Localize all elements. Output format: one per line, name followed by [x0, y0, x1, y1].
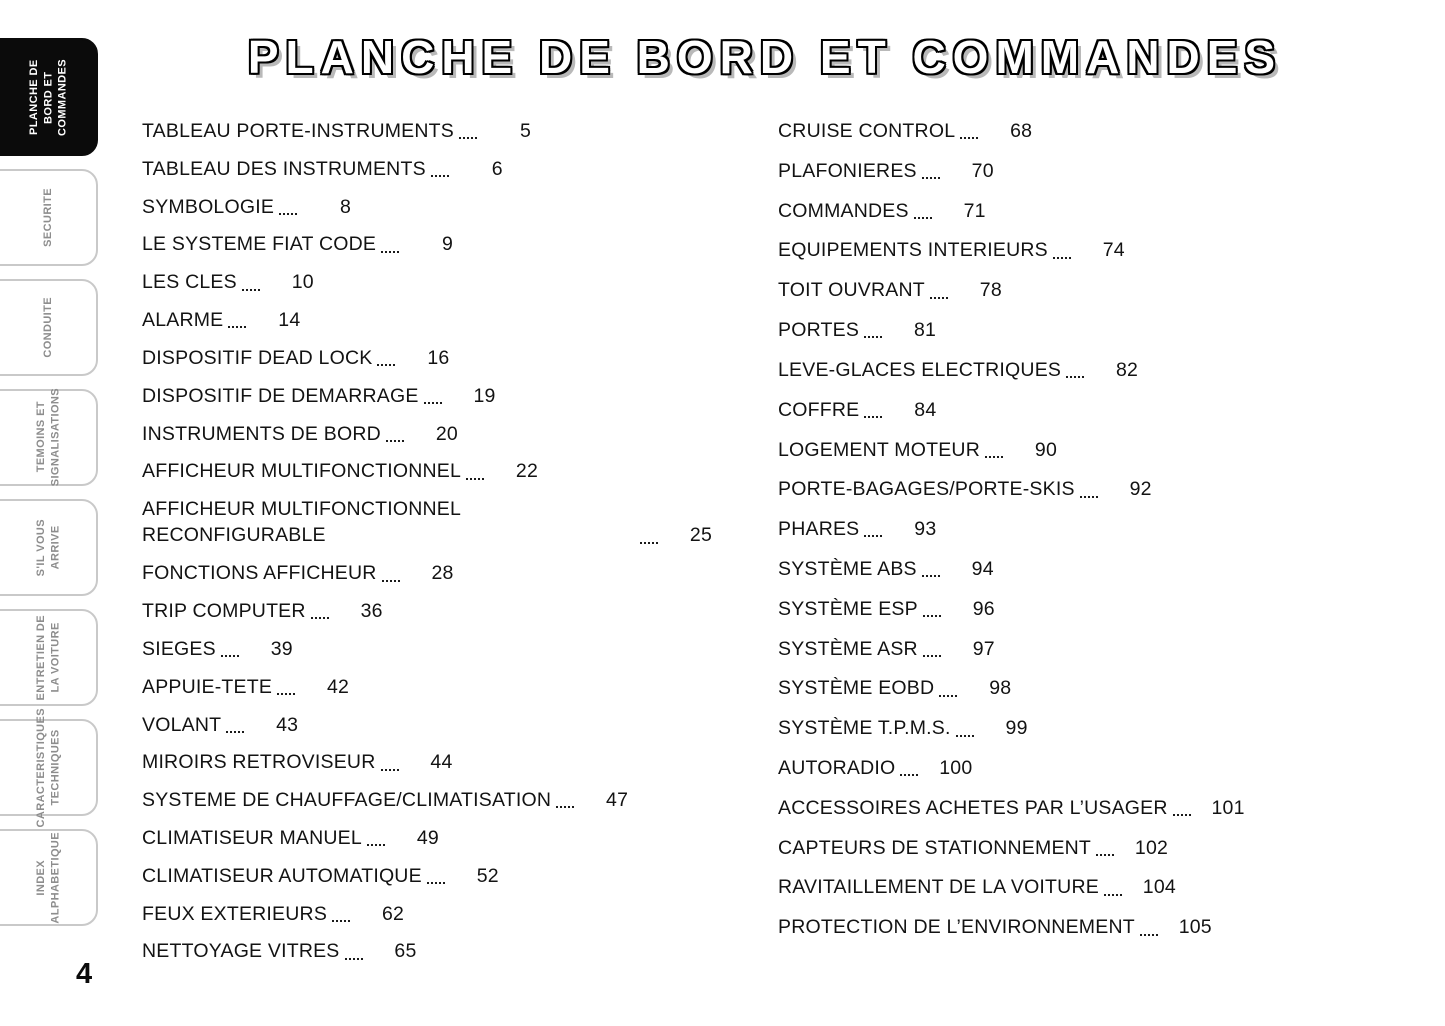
toc-entry[interactable]: [142, 383, 712, 409]
toc-entry-label: AUTORADIO: [778, 757, 896, 779]
toc-entry-page: 90: [1034, 438, 1057, 461]
toc-entry[interactable]: [142, 863, 712, 889]
toc-entry-label: APPUIE-TETE: [142, 675, 273, 698]
toc-entry-page: 105: [1178, 916, 1212, 939]
toc-entry[interactable]: [142, 496, 712, 549]
dot-leader: [427, 882, 445, 884]
toc-entry-page: 42: [326, 675, 350, 698]
toc-entry[interactable]: [778, 357, 1353, 383]
dot-leader: [386, 440, 404, 442]
toc-entry-page: 97: [972, 637, 995, 660]
toc-entry-page: 44: [430, 751, 453, 774]
toc-entry-page: 36: [360, 600, 383, 623]
toc-column-left: [142, 118, 712, 976]
toc-entry-label: LEVE-GLACES ELECTRIQUES: [778, 358, 1062, 381]
toc-entry-label: TABLEAU PORTE-INSTRUMENTS: [142, 120, 454, 142]
toc-entry-label: MIROIRS RETROVISEUR: [142, 751, 376, 774]
toc-entry-label: TABLEAU DES INSTRUMENTS: [142, 157, 426, 180]
dot-leader: [382, 580, 400, 582]
toc-entry-label: LOGEMENT MOTEUR: [778, 438, 980, 461]
section-tab-label: S'IL VOUS ARRIVE: [34, 518, 61, 577]
dot-leader: [459, 137, 477, 139]
toc-entry-label: DISPOSITIF DEAD LOCK: [142, 346, 373, 369]
toc-entry-label: SYSTÈME ASR: [778, 637, 918, 660]
toc-entry-label: NETTOYAGE VITRES: [142, 940, 340, 963]
toc-entry-label: RAVITAILLEMENT DE LA VOITURE: [778, 876, 1099, 899]
dot-leader: [864, 416, 882, 418]
toc-entry-page: 99: [1005, 717, 1028, 740]
dot-leader: [377, 364, 395, 366]
toc-entry-label: DISPOSITIF DE DEMARRAGE: [142, 384, 419, 407]
table-of-contents: [142, 118, 1357, 976]
toc-entry-label: ALARME: [142, 309, 224, 332]
toc-entry[interactable]: [778, 476, 1353, 502]
section-tab[interactable]: [0, 707, 98, 828]
dot-leader: [956, 735, 974, 737]
toc-entry-page: 65: [394, 940, 417, 963]
toc-entry[interactable]: [778, 198, 1353, 224]
toc-entry[interactable]: [778, 397, 1353, 423]
toc-entry[interactable]: [778, 835, 1353, 861]
toc-entry-page: 6: [491, 157, 503, 180]
toc-entry-page: 100: [939, 757, 973, 779]
toc-entry[interactable]: [778, 596, 1353, 622]
page-number: 4: [76, 958, 93, 990]
toc-entry-page: 82: [1116, 358, 1139, 381]
toc-entry-page: 96: [972, 597, 995, 620]
toc-entry-label: COFFRE: [778, 398, 860, 421]
section-tab[interactable]: [0, 499, 98, 596]
dot-leader: [930, 297, 948, 299]
dot-leader: [228, 326, 246, 328]
toc-entry[interactable]: [142, 787, 712, 813]
dot-leader: [864, 535, 882, 537]
dot-leader: [914, 217, 932, 219]
toc-entry-label: CLIMATISEUR AUTOMATIQUE: [142, 864, 422, 887]
section-tab[interactable]: [0, 38, 98, 156]
toc-entry[interactable]: [778, 795, 1353, 821]
toc-entry-label: PORTE-BAGAGES/PORTE-SKIS: [778, 478, 1075, 501]
toc-entry[interactable]: [142, 636, 712, 662]
toc-entry[interactable]: [142, 345, 712, 371]
chapter-title: PLANCHE DE BORD ET COMMANDES: [247, 31, 1283, 83]
toc-entry-page: 81: [913, 319, 937, 342]
toc-column-right: [778, 118, 1353, 976]
toc-entry-label: AFFICHEUR MULTIFONCTIONNEL: [142, 460, 462, 483]
dot-leader: [279, 213, 297, 215]
toc-entry-label: PORTES: [778, 319, 860, 342]
toc-entry-page: 102: [1134, 836, 1169, 859]
toc-entry-label: AFFICHEUR MULTIFONCTIONNEL RECONFIGURABLE: [142, 498, 461, 547]
dot-leader: [900, 774, 918, 776]
toc-entry[interactable]: [142, 938, 712, 964]
toc-entry-label: PROTECTION DE L’ENVIRONNEMENT: [778, 916, 1135, 939]
section-tab[interactable]: [0, 609, 98, 706]
toc-entry-label: SYSTÈME ESP: [778, 597, 918, 620]
toc-entry-page: 25: [689, 524, 712, 547]
toc-entry-label: FEUX EXTERIEURS: [142, 902, 328, 925]
section-tab-sidebar: [0, 38, 120, 926]
section-tab-label: INDEX ALPHABETIQUE: [34, 831, 61, 924]
toc-entry-label: CLIMATISEUR MANUEL: [142, 826, 362, 849]
toc-entry-label: ACCESSOIRES ACHETES PAR L’USAGER: [778, 796, 1168, 819]
toc-entry[interactable]: [142, 598, 712, 624]
toc-entry-page: 8: [340, 195, 352, 218]
dot-leader: [864, 336, 882, 338]
dot-leader: [424, 402, 442, 404]
dot-leader: [1053, 257, 1071, 259]
dot-leader: [1096, 854, 1114, 856]
toc-entry-page: 84: [914, 398, 937, 421]
dot-leader: [960, 137, 978, 139]
dot-leader: [922, 177, 940, 179]
dot-leader: [1173, 814, 1191, 816]
dot-leader: [332, 920, 350, 922]
toc-entry-page: 92: [1129, 478, 1152, 501]
dot-leader: [1104, 894, 1122, 896]
dot-leader: [556, 806, 574, 808]
section-tab-label: TEMOINS ET SIGNALISATIONS: [34, 388, 61, 487]
toc-entry[interactable]: [142, 825, 712, 851]
toc-entry-page: 5: [519, 120, 531, 142]
toc-entry-page: 62: [381, 902, 405, 925]
toc-entry-page: 104: [1142, 876, 1176, 899]
section-tab[interactable]: [0, 389, 98, 486]
toc-entry-page: 28: [431, 562, 454, 585]
toc-entry-page: 49: [416, 826, 439, 849]
toc-entry-label: LE SYSTEME FIAT CODE: [142, 233, 377, 256]
toc-entry-label: SYMBOLOGIE: [142, 195, 275, 218]
toc-entry[interactable]: [778, 715, 1353, 741]
section-tab-label: PLANCHE DE BORD ET COMMANDES: [27, 58, 69, 136]
toc-entry[interactable]: [778, 118, 1353, 144]
dot-leader: [1080, 496, 1098, 498]
toc-entry[interactable]: [142, 307, 712, 333]
section-tab-label: CONDUITE: [41, 297, 54, 358]
toc-entry[interactable]: [142, 156, 712, 182]
toc-entry-page: 94: [971, 557, 994, 580]
toc-entry-label: TRIP COMPUTER: [142, 600, 306, 623]
dot-leader: [922, 575, 940, 577]
toc-entry[interactable]: [778, 755, 1353, 781]
toc-entry-page: 93: [914, 518, 937, 541]
toc-entry[interactable]: [778, 914, 1353, 940]
dot-leader: [345, 958, 363, 960]
section-tab[interactable]: [0, 169, 98, 266]
section-tab[interactable]: [0, 829, 98, 926]
section-tab[interactable]: [0, 279, 98, 376]
toc-entry-label: INSTRUMENTS DE BORD: [142, 422, 381, 445]
dot-leader: [277, 693, 295, 695]
toc-entry-label: VOLANT: [142, 713, 222, 736]
dot-leader: [466, 478, 484, 480]
dot-leader: [221, 655, 239, 657]
dot-leader: [431, 175, 449, 177]
toc-entry[interactable]: [778, 437, 1353, 463]
toc-entry-page: 39: [270, 637, 293, 660]
toc-entry[interactable]: [142, 118, 712, 144]
dot-leader: [923, 655, 941, 657]
dot-leader: [367, 844, 385, 846]
toc-entry-page: 10: [291, 271, 314, 294]
toc-entry-label: EQUIPEMENTS INTERIEURS: [778, 239, 1048, 262]
toc-entry[interactable]: [142, 560, 712, 586]
toc-entry-label: PHARES: [778, 518, 860, 541]
toc-entry-page: 14: [278, 309, 301, 332]
toc-entry-label: SIEGES: [142, 637, 216, 660]
toc-entry[interactable]: [142, 712, 712, 738]
toc-entry-page: 68: [1010, 120, 1033, 142]
dot-leader: [923, 615, 941, 617]
toc-entry-page: 16: [427, 346, 450, 369]
toc-entry[interactable]: [142, 231, 712, 257]
toc-entry-page: 71: [963, 199, 986, 222]
section-tab-label: SECURITE: [41, 188, 54, 247]
toc-entry[interactable]: [142, 269, 712, 295]
toc-entry[interactable]: [778, 874, 1353, 900]
dot-leader: [985, 456, 1003, 458]
toc-entry[interactable]: [778, 317, 1353, 343]
toc-entry-label: LES CLES: [142, 271, 237, 294]
toc-entry[interactable]: [142, 458, 712, 484]
toc-entry-page: 52: [476, 864, 499, 887]
dot-leader: [381, 251, 399, 253]
dot-leader: [939, 695, 957, 697]
toc-entry-page: 70: [971, 159, 994, 182]
toc-entry-label: SYSTEME DE CHAUFFAGE/CLIMATISATION: [142, 789, 552, 812]
toc-entry-page: 9: [442, 233, 454, 256]
toc-entry-label: CRUISE CONTROL: [778, 120, 956, 142]
toc-entry-page: 74: [1102, 239, 1125, 262]
toc-entry[interactable]: [142, 749, 712, 775]
dot-leader: [381, 769, 399, 771]
toc-entry-page: 98: [989, 677, 1012, 700]
section-tab-label: CARACTERISTIQUES TECHNIQUES: [34, 707, 61, 828]
toc-entry-page: 101: [1211, 796, 1245, 819]
toc-entry[interactable]: [778, 237, 1353, 263]
toc-entry[interactable]: [142, 194, 712, 220]
dot-leader: [226, 731, 244, 733]
toc-entry-label: TOIT OUVRANT: [778, 279, 925, 302]
toc-entry-page: 78: [979, 279, 1002, 302]
toc-entry[interactable]: [778, 675, 1353, 701]
toc-entry[interactable]: [778, 158, 1353, 184]
toc-entry[interactable]: [778, 636, 1353, 662]
dot-leader: [640, 542, 658, 544]
toc-entry-label: CAPTEURS DE STATIONNEMENT: [778, 836, 1092, 859]
toc-entry-label: SYSTÈME ABS: [778, 557, 917, 580]
toc-entry-page: 43: [276, 713, 299, 736]
toc-entry-label: FONCTIONS AFFICHEUR: [142, 562, 377, 585]
dot-leader: [311, 617, 329, 619]
toc-entry[interactable]: [778, 277, 1353, 303]
toc-entry[interactable]: [142, 674, 712, 700]
dot-leader: [1140, 934, 1158, 936]
toc-entry[interactable]: [778, 516, 1353, 542]
toc-entry-label: COMMANDES: [778, 199, 909, 222]
toc-entry-label: SYSTÈME EOBD: [778, 677, 935, 700]
toc-entry-page: 20: [435, 422, 458, 445]
toc-entry-page: 19: [473, 384, 496, 407]
toc-entry-label: SYSTÈME T.P.M.S.: [778, 717, 951, 740]
toc-entry[interactable]: [778, 556, 1353, 582]
toc-entry-page: 47: [606, 789, 629, 812]
dot-leader: [1066, 376, 1084, 378]
toc-entry[interactable]: [142, 901, 712, 927]
toc-entry[interactable]: [142, 421, 712, 447]
toc-entry-page: 22: [515, 460, 539, 483]
toc-entry-label: PLAFONIERES: [778, 159, 917, 182]
dot-leader: [242, 289, 260, 291]
section-tab-label: ENTRETIEN DE LA VOITURE: [34, 614, 61, 701]
